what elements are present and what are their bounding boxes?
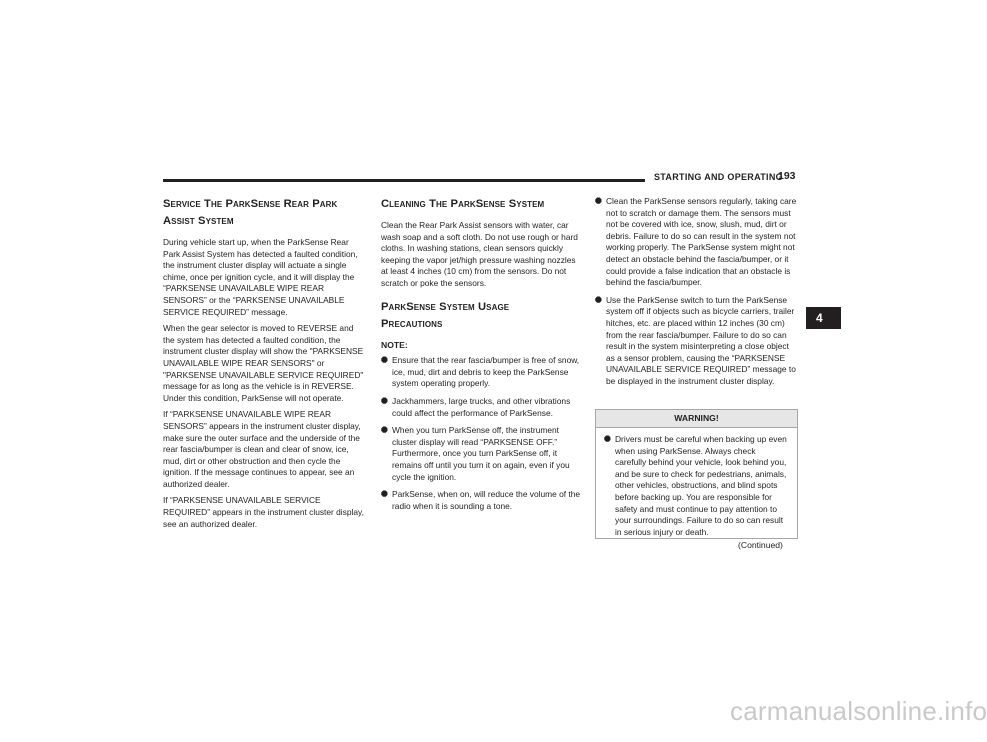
- bullet-icon: ⯃: [604, 434, 611, 444]
- list-item-text: ParkSense, when on, will reduce the volume of the radio when it is sounding a tone.: [392, 489, 581, 511]
- list-item-text: When you turn ParkSense off, the instrument cluster display will read “PARKSENSE OFF.” Furthermore, once you turn ParkSense off, it remains off until you turn it on again, even if you cycle the ignition.: [392, 425, 570, 482]
- warning-body: [596, 428, 797, 538]
- heading-line-2: Assist System: [163, 215, 234, 227]
- section-heading-precautions: [381, 299, 582, 333]
- bullet-list: [595, 196, 798, 388]
- column-2: [381, 196, 582, 518]
- bullet-icon: ⯃: [381, 489, 388, 500]
- list-item: [381, 425, 582, 483]
- continued-label: (Continued): [738, 540, 783, 550]
- list-item-text: Use the ParkSense switch to turn the ParkSense system off if objects such as bicycle carriers, trailer hitches, etc. are placed within 12 inches (30 cm) from the rear fascia/bumper. Failure to do so can result in the system misinterpreting a close object as a sensor problem, causing the “PARKSENSE UNAVAILABLE SERVICE REQUIRED” message to be displayed in the instrument cluster display.: [606, 294, 796, 386]
- list-item-text: Ensure that the rear fascia/bumper is free of snow, ice, mud, dirt and debris to keep the ParkSense system operating properly.: [392, 355, 580, 389]
- section-heading-cleaning: Cleaning The ParkSense System: [381, 198, 545, 210]
- paragraph: When the gear selector is moved to REVERSE and the system has detected a faulted condition, the instrument cluster display will show the "PARKSENSE UNAVAILABLE WIPE REAR SENSORS" or "PARKSENSE UNAVAILABLE SERVICE REQUIRED" message for as long as the vehicle is in REVERSE. Under this condition, ParkSense will not operate.: [163, 323, 364, 403]
- bullet-icon: ⯃: [381, 355, 388, 366]
- chapter-tab: 4: [806, 307, 841, 329]
- bullet-icon: ⯃: [595, 294, 602, 305]
- list-item-text: Clean the ParkSense sensors regularly, taking care not to scratch or damage them. The sensors must not be covered with ice, snow, slush, mud, dirt or debris. Failure to do so can result in the system not working properly. The ParkSense system might not detect an obstacle behind the fascia/bumper, or it could provide a false indication that an obstacle is behind the fascia/bumper.: [606, 196, 797, 288]
- paragraph: During vehicle start up, when the ParkSense Rear Park Assist System has detected a faulted condition, the instrument cluster display will actuate a single chime, once per ignition cycle, and it will display the “PARKSENSE UNAVAILABLE WIPE REAR SENSORS” or the “PARKSENSE UNAVAILABLE SERVICE REQUIRED” message.: [163, 237, 358, 317]
- warning-list: [604, 434, 789, 538]
- paragraph: Clean the Rear Park Assist sensors with water, car wash soap and a soft cloth. Do not use rough or hard cloths. In washing stations, clean sensors quickly keeping the vapor jet/high pressure washing nozzles at least 4 inches (10 cm) from the sensors. Do not scratch or poke the sensors.: [381, 220, 578, 288]
- list-item: [595, 295, 798, 388]
- running-header: STARTING AND OPERATING: [654, 172, 783, 182]
- header-rule: [163, 179, 645, 182]
- bullet-list: [381, 355, 582, 512]
- bullet-icon: ⯃: [595, 196, 602, 206]
- section-heading-service: [163, 196, 365, 230]
- list-item: [604, 434, 789, 538]
- list-item: [595, 196, 798, 289]
- watermark-url: carmanualsonline.info: [730, 696, 987, 726]
- bullet-icon: ⯃: [381, 395, 388, 406]
- column-3: [595, 196, 798, 394]
- heading-line-2: Precautions: [381, 317, 443, 330]
- list-item-text: Drivers must be careful when backing up even when using ParkSense. Always check carefully behind your vehicle, look behind you, and be sure to check for pedestrians, animals, other vehicles, obstructions, and blind spots before backing up. You are responsible for safety and must continue to pay attention to your surroundings. Failure to do so can result in serious injury or death.: [615, 434, 787, 537]
- page-number: 193: [778, 170, 796, 182]
- heading-line-1: Service The ParkSense Rear Park: [163, 198, 338, 210]
- list-item: [381, 355, 582, 390]
- column-1: [163, 196, 365, 535]
- list-item: [381, 396, 582, 419]
- heading-line-1: ParkSense System Usage: [381, 300, 510, 313]
- list-item: [381, 489, 582, 512]
- list-item-text: Jackhammers, large trucks, and other vibrations could affect the performance of ParkSense.: [392, 395, 571, 418]
- warning-title: WARNING!: [596, 410, 797, 428]
- warning-box: [595, 409, 798, 539]
- paragraph: If “PARKSENSE UNAVAILABLE WIPE REAR SENSORS” appears in the instrument cluster display, make sure the outer surface and the underside of the rear fascia/bumper is clean and clear of snow, ice, mud, dirt or other obstruction and then cycle the ignition. If the message continues to appear, see an authorized dealer.: [163, 409, 361, 489]
- bullet-icon: ⯃: [381, 425, 388, 436]
- paragraph: If “PARKSENSE UNAVAILABLE SERVICE REQUIRED” appears in the instrument cluster display, see an authorized dealer.: [163, 495, 364, 529]
- note-label: NOTE:: [381, 339, 408, 350]
